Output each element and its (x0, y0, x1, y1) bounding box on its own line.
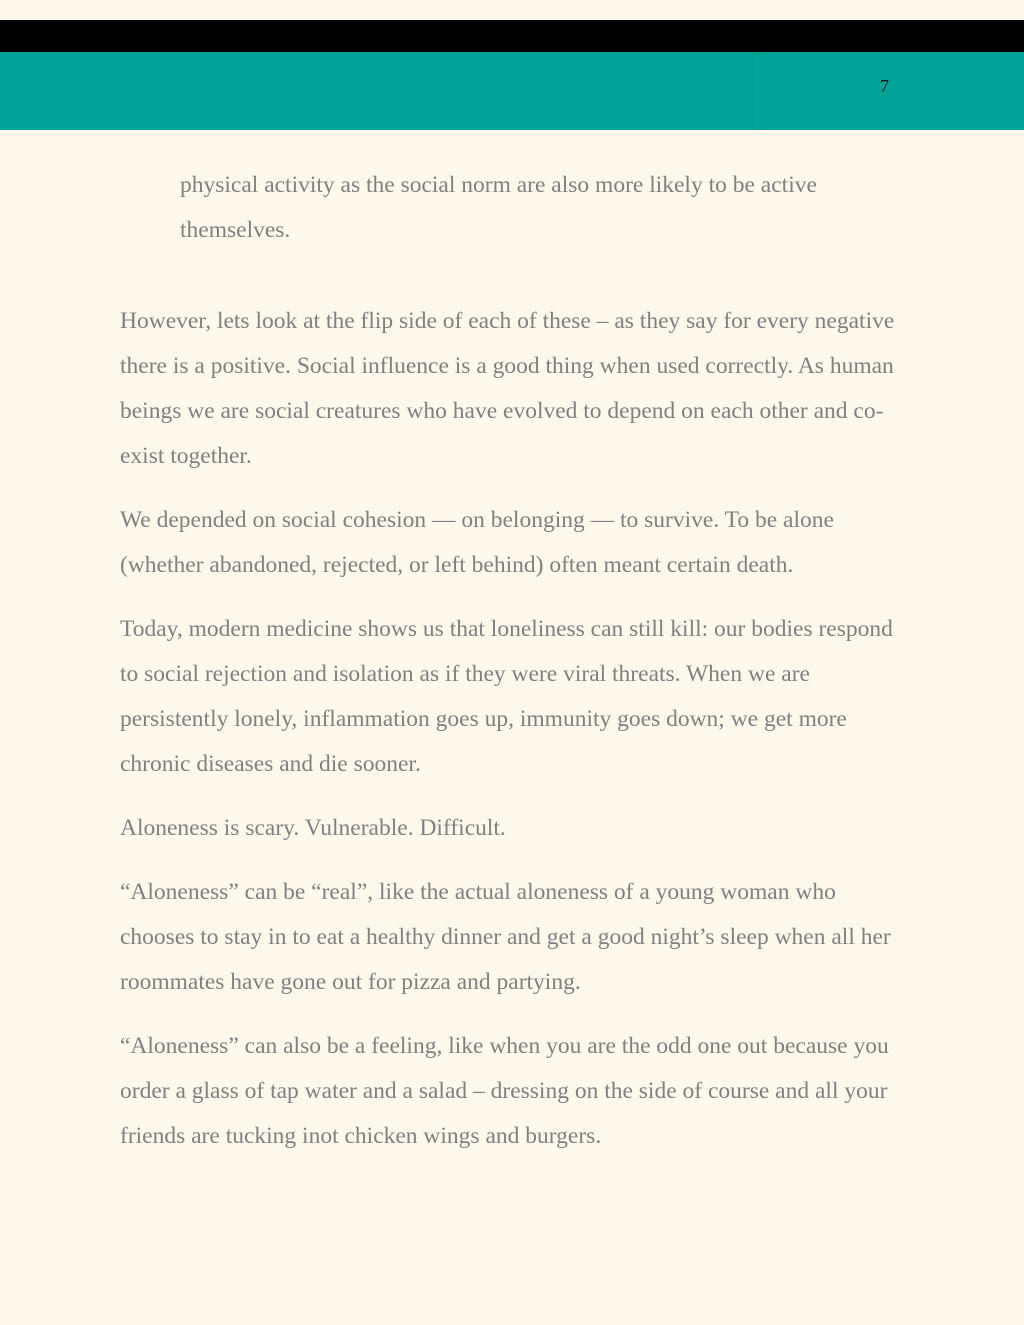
paragraph: Aloneness is scary. Vulnerable. Difficult. (120, 815, 506, 841)
paragraph: “Aloneness” can be “real”, like the actual aloneness of a young woman who chooses to stay in to eat a healthy dinner and get a good night’s sleep when all her roommates have gone out for pizza and partying. (120, 879, 891, 995)
page-body (120, 163, 910, 1178)
header-teal-bar (0, 52, 1024, 130)
page-top-margin (0, 0, 1024, 20)
paragraph: Today, modern medicine shows us that loneliness can still kill: our bodies respond to social rejection and isolation as if they were viral threats. When we are persistently lonely, inflammation goes up, immunity goes down; we get more chronic diseases and die sooner. (120, 616, 893, 777)
page-number: 7 (880, 76, 889, 96)
header-divider (752, 52, 753, 130)
paragraph: “Aloneness” can also be a feeling, like when you are the odd one out because you order a glass of tap water and a salad – dressing on the side of course and all your friends are tucking inot chicken wings and burgers. (120, 1033, 889, 1149)
header-black-bar (0, 20, 1024, 52)
paragraph: We depended on social cohesion — on belonging — to survive. To be alone (whether abandoned, rejected, or left behind) often meant certain death. (120, 507, 834, 578)
paragraph: However, lets look at the flip side of each of these – as they say for every negative there is a positive. Social influence is a good thing when used correctly. As human beings we are social creatures who have evolved to depend on each other and co-exist together. (120, 308, 895, 469)
paragraph-continuation: physical activity as the social norm are also more likely to be active themselves. (180, 172, 817, 243)
